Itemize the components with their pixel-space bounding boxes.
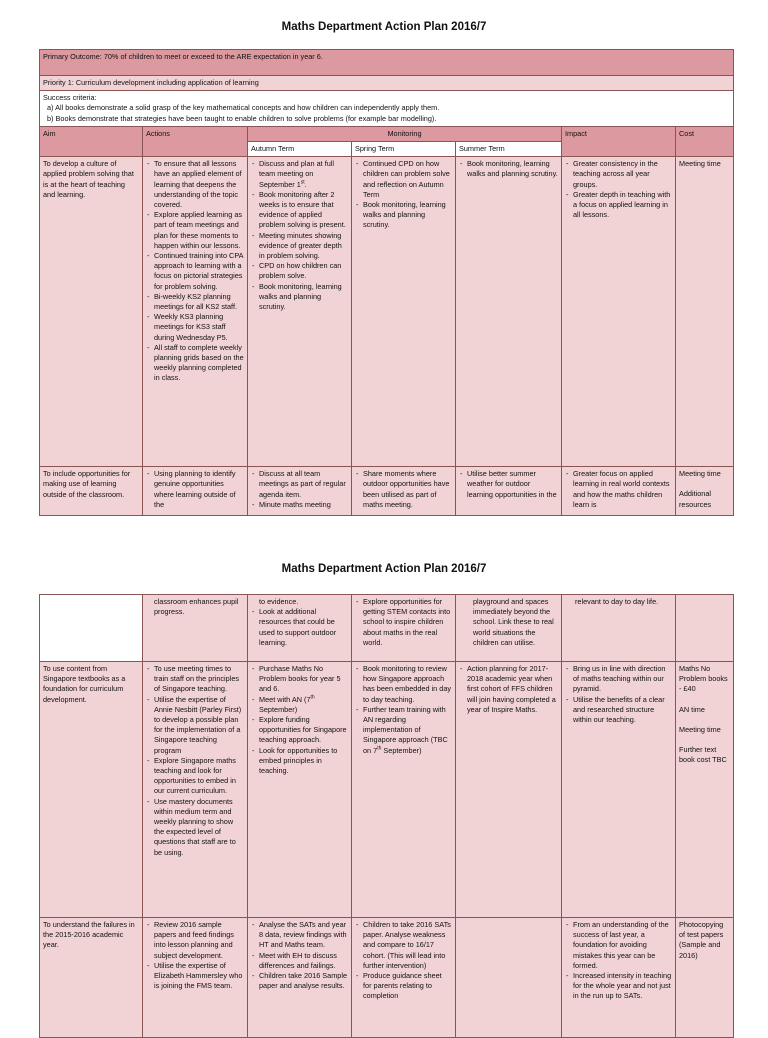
actions-cell: - To ensure that all lessons have an applied element of learning that deepens the understanding of the topic covered. - Explore applied learning as part of team meetings and plan for these moments to happen within our lessons. - Continued training into CPA approach to learning with a focus on pictorial strategies for problem solving. - Bi-weekly KS2 planning meetings for all KS2 staff. - Weekly KS3 planning meetings for KS3 staff during Wednesday P5. - All staff to complete weekly planning grids based on the weekly planning completed in class. [143,157,248,467]
summer-cell: - Utilise better summer weather for outdoor learning opportunities in the [456,467,562,516]
actions-cell: - Review 2016 sample papers and feed findings into lesson planning and subject development. - Utilise the expertise of Elizabeth Hammersley who is joining the FMS team. [143,918,248,1038]
impact-cell: - Greater focus on applied learning in real world contexts and how the maths children learn is [562,467,676,516]
spring-cell: - Children to take 2016 SATs paper. Analyse weakness and compare to 16/17 cohort. (This will lead into further intervention) - Produce guidance sheet for parents relating to completion [352,918,456,1038]
impact-cell: - Bring us in line with direction of maths teaching within our pyramid. - Utilise the benefits of a clear and researched structure within our teaching. [562,662,676,918]
header-cost: Cost [676,126,734,156]
actions-cell: - Using planning to identify genuine opportunities where learning outside of the [143,467,248,516]
header-spring: Spring Term [352,142,456,157]
header-actions: Actions [143,126,248,156]
cost-cell [676,595,734,662]
aim-cell [40,595,143,662]
action-plan-table [39,49,734,516]
impact-cell: relevant to day to day life. [562,595,676,662]
actions-cell: - To use meeting times to train staff on the principles of Singapore teaching. - Utilise the expertise of Annie Nesbitt (Parley First) to develop a possible plan for the implementation of a Singapore teaching program - Explore Singapore maths teaching and look for opportunities to embed in our current curriculum. - Use mastery documents within medium term and weekly planning to show the expected level of questions that staff are to be using. [143,662,248,918]
spring-cell: - Explore opportunities for getting STEM contacts into school to inspire children about maths in the real world. [352,595,456,662]
spring-cell: - Book monitoring to review how Singapore approach has been embedded in day to day teaching. - Further team training with AN regarding implementation of Singapore approach (TBC on 7th September) [352,662,456,918]
summer-cell: - Book monitoring, learning walks and planning scrutiny. [456,157,562,467]
impact-cell: - From an understanding of the success of last year, a foundation for avoiding mistakes this year can be formed. - Increased intensity in teaching for the whole year and not just in the run up to SATs. [562,918,676,1038]
header-autumn: Autumn Term [248,142,352,157]
summer-cell: playground and spaces immediately beyond the school. Link these to real world situations the children can utilise. [456,595,562,662]
autumn-cell: - Discuss at all team meetings as part of regular agenda item. - Minute maths meeting [248,467,352,516]
header-summer: Summer Term [456,142,562,157]
success-criteria: Success criteria: a) All books demonstrate a solid grasp of the key mathematical concepts and how children can independently apply them. b) Books demonstrate that strategies have been taught to enable children to solve problems (for example bar modelling). [40,91,734,127]
aim-cell: To use content from Singapore textbooks as a foundation for curriculum development. [40,662,143,918]
header-impact: Impact [562,126,676,156]
page-title: Maths Department Action Plan 2016/7 [281,21,487,33]
autumn-cell: - Discuss and plan at full team meeting on September 1st. - Book monitoring after 2 weeks is to ensure that evidence of applied problem solving is present. - Meeting minutes showing evidence of greater depth in problem solving. - CPD on how children can problem solve. - Book monitoring, learning walks and planning scrutiny. [248,157,352,467]
spring-cell: - Continued CPD on how children can problem solve and reflection on Autumn Term - Book monitoring, learning walks and planning scrutiny. [352,157,456,467]
cost-cell: Photocopying of test papers (Sample and 2016) [676,918,734,1038]
cost-cell: Meeting time [676,157,734,467]
cost-cell: Maths No Problem books - £40 AN time Meeting time Further text book cost TBC [676,662,734,918]
primary-outcome: Primary Outcome: 70% of children to meet or exceed to the ARE expectation in year 6. [40,50,734,76]
summer-cell [456,918,562,1038]
priority-row: Priority 1: Curriculum development including application of learning [40,76,734,91]
header-monitoring: Monitoring [248,126,562,141]
autumn-cell: - Purchase Maths No Problem books for year 5 and 6. - Meet with AN (7th September) - Explore funding opportunities for Singapore teaching approach. - Look for opportunities to embed principles in teaching. [248,662,352,918]
page-title: Maths Department Action Plan 2016/7 [281,563,487,575]
header-aim: Aim [40,126,143,156]
impact-cell: - Greater consistency in the teaching across all year groups. - Greater depth in teaching with a focus on applied learning in all lessons. [562,157,676,467]
autumn-cell: to evidence. - Look at additional resources that could be used to support outdoor learning. [248,595,352,662]
cost-cell: Meeting time Additional resources [676,467,734,516]
actions-cell: classroom enhances pupil progress. [143,595,248,662]
action-plan-table-continued [39,594,734,1038]
autumn-cell: - Analyse the SATs and year 8 data, review findings with HT and Maths team. - Meet with EH to discuss differences and failings. - Children take 2016 Sample paper and analyse results. [248,918,352,1038]
aim-cell: To include opportunities for making use of learning outside of the classroom. [40,467,143,516]
summer-cell: - Action planning for 2017-2018 academic year when first cohort of FFS children will join having completed a year of Inspire Maths. [456,662,562,918]
aim-cell: To understand the failures in the 2015-2016 academic year. [40,918,143,1038]
aim-cell: To develop a culture of applied problem solving that is at the heart of teaching and learning. [40,157,143,467]
spring-cell: - Share moments where outdoor opportunities have been utilised as part of maths meeting. [352,467,456,516]
